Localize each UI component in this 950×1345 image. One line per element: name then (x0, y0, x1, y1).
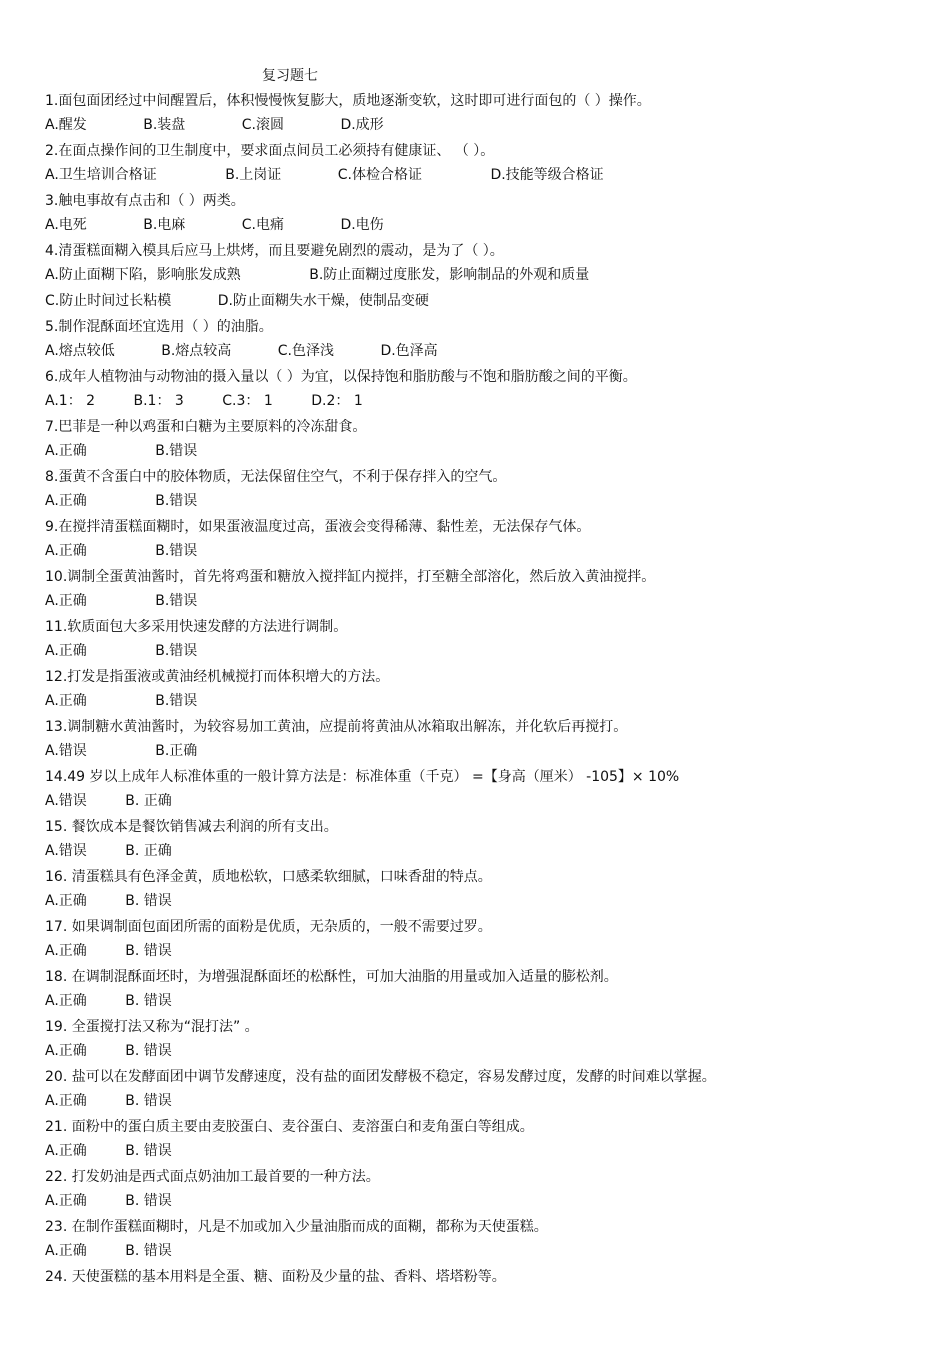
options-row (45, 391, 925, 417)
option-a: A.正确 (45, 443, 87, 459)
question-4 (45, 241, 925, 291)
question-10 (45, 567, 925, 617)
question-stem: 17. 如果调制面包面团所需的面粉是优质，无杂质的，一般不需要过罗。 (45, 919, 492, 935)
question-20 (45, 1067, 925, 1117)
option-a: A.正确 (45, 1143, 87, 1159)
option-b: B.错误 (155, 443, 198, 459)
option-a: A.正确 (45, 643, 87, 659)
options-row (45, 115, 925, 141)
options-row (45, 491, 925, 517)
options-row (45, 741, 925, 767)
option-b: B.电麻 (143, 217, 186, 233)
question-18 (45, 967, 925, 1017)
option-b: B.防止面糊过度胀发，影响制品的外观和质量 (309, 267, 590, 283)
option-a: A.错误 (45, 743, 87, 759)
question-stem: 4.清蛋糕面糊入模具后应马上烘烤，而且要避免剧烈的震动，是为了（ ）。 (45, 243, 504, 259)
question-12 (45, 667, 925, 717)
option-a: A.正确 (45, 893, 87, 909)
options-row (45, 891, 925, 917)
question-stem: 14.49 岁以上成年人标准体重的一般计算方法是：标准体重（千克） =【身高（厘米） -105】× 10% (45, 769, 680, 785)
question-stem: 21. 面粉中的蛋白质主要由麦胶蛋白、麦谷蛋白、麦溶蛋白和麦角蛋白等组成。 (45, 1119, 534, 1135)
question-stem: 22. 打发奶油是西式面点奶油加工最首要的一种方法。 (45, 1169, 380, 1185)
options-row (45, 441, 925, 467)
option-c: C.体检合格证 (337, 167, 422, 183)
question-stem: 24. 天使蛋糕的基本用料是全蛋、糖、面粉及少量的盐、香料、塔塔粉等。 (45, 1269, 506, 1285)
option-b: B.装盘 (143, 117, 186, 133)
question-stem: 6.成年人植物油与动物油的摄入量以（ ）为宜，以保持饱和脂肪酸与不饱和脂肪酸之间的平衡。 (45, 369, 637, 385)
question-16 (45, 867, 925, 917)
page-title: 复习题七 (262, 68, 318, 84)
question-stem: 23. 在制作蛋糕面糊时，凡是不加或加入少量油脂而成的面糊，都称为天使蛋糕。 (45, 1219, 548, 1235)
question-5 (45, 317, 925, 367)
options-row (45, 1141, 925, 1167)
option-c: C.滚圆 (241, 117, 284, 133)
option-a: A.正确 (45, 1193, 87, 1209)
option-a: A.正确 (45, 993, 87, 1009)
option-a: A.正确 (45, 543, 87, 559)
option-c: C.3： 1 (222, 393, 273, 409)
question-stem: 3.触电事故有点击和（ ）两类。 (45, 193, 245, 209)
option-b: B.上岗证 (225, 167, 282, 183)
option-a: A.熔点较低 (45, 343, 115, 359)
option-b: B. 正确 (125, 843, 172, 859)
option-a: A.正确 (45, 943, 87, 959)
options-row (45, 591, 925, 617)
question-stem: 10.调制全蛋黄油酱时，首先将鸡蛋和糖放入搅拌缸内搅拌，打至糖全部溶化，然后放入黄油搅拌。 (45, 569, 656, 585)
options-row (45, 291, 925, 317)
option-a: A.错误 (45, 843, 87, 859)
question-15 (45, 817, 925, 867)
question-stem: 19. 全蛋搅打法又称为“混打法” 。 (45, 1019, 259, 1035)
question-13 (45, 717, 925, 767)
option-b: B.正确 (155, 743, 198, 759)
options-row (45, 165, 925, 191)
question-7 (45, 417, 925, 467)
question-23 (45, 1217, 925, 1267)
option-a: A.1： 2 (45, 393, 96, 409)
option-b: B. 错误 (125, 993, 172, 1009)
question-stem: 9.在搅拌清蛋糕面糊时，如果蛋液温度过高，蛋液会变得稀薄、黏性差，无法保存气体。 (45, 519, 591, 535)
option-d: D.电伤 (340, 217, 384, 233)
options-row (45, 265, 925, 291)
option-a: A.正确 (45, 1043, 87, 1059)
option-d: D.色泽高 (380, 343, 438, 359)
question-2 (45, 141, 925, 191)
question-22 (45, 1167, 925, 1217)
option-c: C.防止时间过长粘模 (45, 293, 172, 309)
question-21 (45, 1117, 925, 1167)
options-row (45, 215, 925, 241)
option-b: B.错误 (155, 693, 198, 709)
question-9 (45, 517, 925, 567)
option-d: D.2： 1 (311, 393, 363, 409)
question-stem: 12.打发是指蛋液或黄油经机械搅打而体积增大的方法。 (45, 669, 390, 685)
option-a: A.防止面糊下陷，影响胀发成熟 (45, 267, 241, 283)
question-list (45, 91, 925, 1317)
options-row (45, 991, 925, 1017)
option-b: B. 错误 (125, 1243, 172, 1259)
option-b: B. 错误 (125, 1043, 172, 1059)
option-b: B. 错误 (125, 1143, 172, 1159)
question-stem: 2.在面点操作间的卫生制度中，要求面点间员工必须持有健康证、 （ ）。 (45, 143, 495, 159)
option-a: A.正确 (45, 1093, 87, 1109)
option-b: B. 错误 (125, 1093, 172, 1109)
question-stem: 5.制作混酥面坯宜选用（ ）的油脂。 (45, 319, 273, 335)
question-6 (45, 367, 925, 417)
option-a: A.正确 (45, 593, 87, 609)
question-stem: 1.面包面团经过中间醒置后，体积慢慢恢复膨大，质地逐渐变软，这时即可进行面包的（ ）操作。 (45, 93, 651, 109)
question-17 (45, 917, 925, 967)
option-b: B.错误 (155, 493, 198, 509)
option-a: A.电死 (45, 217, 87, 233)
options-row (45, 1191, 925, 1217)
option-b: B.错误 (155, 593, 198, 609)
option-a: A.错误 (45, 793, 87, 809)
option-a: A.正确 (45, 1243, 87, 1259)
option-b: B.熔点较高 (161, 343, 232, 359)
question-19 (45, 1017, 925, 1067)
question-24 (45, 1267, 925, 1317)
option-d: D.成形 (340, 117, 384, 133)
option-c: C.色泽浅 (277, 343, 334, 359)
question-stem: 15. 餐饮成本是餐饮销售减去利润的所有支出。 (45, 819, 338, 835)
question-stem: 7.巴菲是一种以鸡蛋和白糖为主要原料的冷冻甜食。 (45, 419, 367, 435)
options-row (45, 1091, 925, 1117)
option-c: C.电痛 (241, 217, 284, 233)
options-row (45, 1241, 925, 1267)
options-row (45, 641, 925, 667)
question-stem: 11.软质面包大多采用快速发酵的方法进行调制。 (45, 619, 348, 635)
question-stem: 8.蛋黄不含蛋白中的胶体物质，无法保留住空气，不利于保存拌入的空气。 (45, 469, 507, 485)
options-row (45, 1041, 925, 1067)
question-stem: 13.调制糖水黄油酱时，为较容易加工黄油，应提前将黄油从冰箱取出解冻，并化软后再搅打。 (45, 719, 628, 735)
options-row (45, 841, 925, 867)
options-row (45, 791, 925, 817)
option-a: A.正确 (45, 493, 87, 509)
options-row (45, 941, 925, 967)
option-b: B. 正确 (125, 793, 172, 809)
question-4-continued (45, 291, 925, 317)
option-b: B.错误 (155, 543, 198, 559)
question-8 (45, 467, 925, 517)
option-b: B. 错误 (125, 1193, 172, 1209)
question-1 (45, 91, 925, 141)
question-14 (45, 767, 925, 817)
question-stem: 20. 盐可以在发酵面团中调节发酵速度，没有盐的面团发酵极不稳定，容易发酵过度，发酵的时间难以掌握。 (45, 1069, 716, 1085)
options-row (45, 341, 925, 367)
option-a: A.正确 (45, 693, 87, 709)
option-d: D.防止面糊失水干燥，使制品变硬 (217, 293, 429, 309)
option-b: B. 错误 (125, 943, 172, 959)
question-stem: 18. 在调制混酥面坯时，为增强混酥面坯的松酥性，可加大油脂的用量或加入适量的膨松剂。 (45, 969, 618, 985)
option-b: B. 错误 (125, 893, 172, 909)
question-11 (45, 617, 925, 667)
option-b: B.错误 (155, 643, 198, 659)
question-3 (45, 191, 925, 241)
options-row (45, 541, 925, 567)
option-a: A.醒发 (45, 117, 87, 133)
option-a: A.卫生培训合格证 (45, 167, 157, 183)
option-d: D.技能等级合格证 (490, 167, 604, 183)
option-b: B.1： 3 (133, 393, 184, 409)
question-stem: 16. 清蛋糕具有色泽金黄，质地松软，口感柔软细腻，口味香甜的特点。 (45, 869, 492, 885)
options-row (45, 691, 925, 717)
